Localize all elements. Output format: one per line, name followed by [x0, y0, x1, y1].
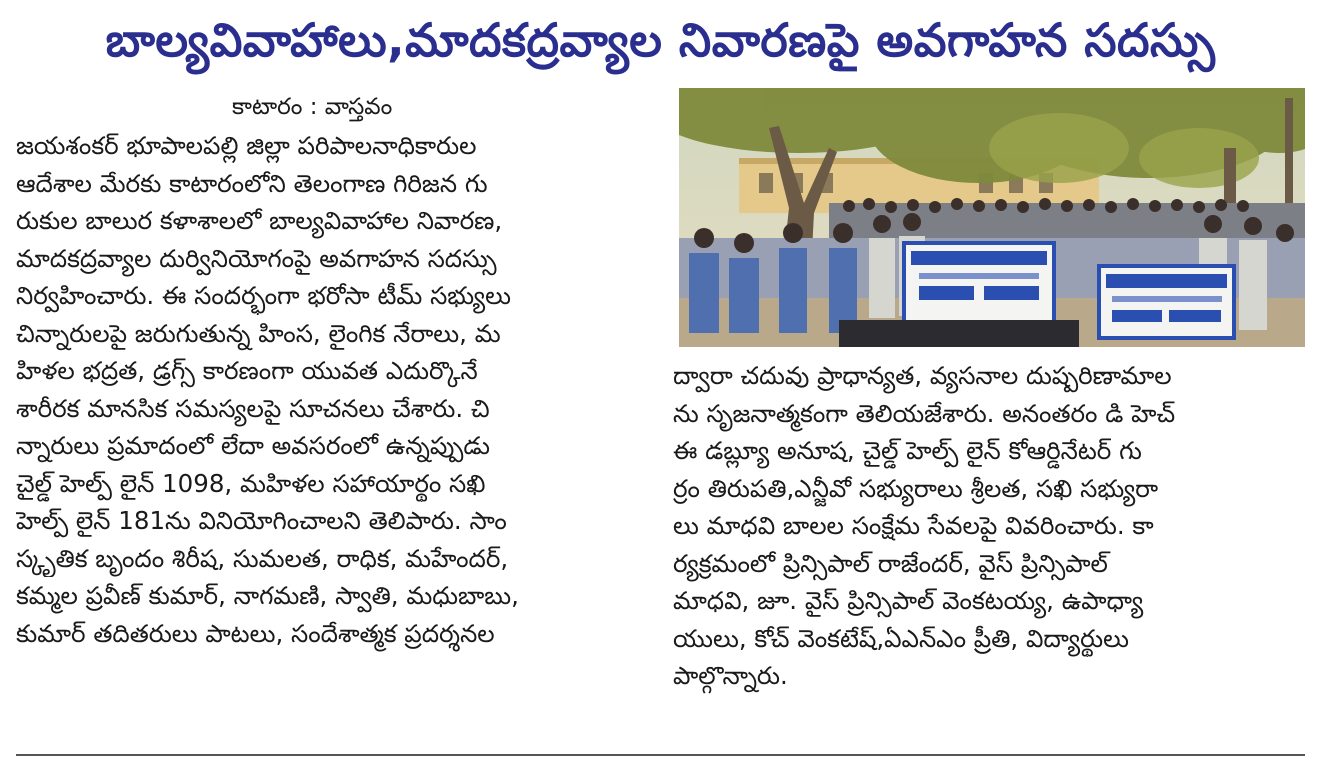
article-line: చైల్డ్ హెల్ప్ లైన్ 1098, మహిళల సహాయార్థం సఖి — [16, 468, 486, 498]
article-line: ను సృజనాత్మకంగా తెలియజేశారు. అనంతరం డి హెచ్ — [673, 398, 1176, 428]
article-line: పాల్గొన్నారు. — [673, 661, 788, 690]
article-line: నిర్వహించారు. ఈ సందర్భంగా భరోసా టీమ్ సభ్యులు — [16, 281, 511, 310]
article-line: స్కృతిక బృందం శిరీష, సుమలత, రాధిక, మహేందర్, — [16, 543, 509, 573]
article-line: ఆదేశాల మేరకు కాటారంలోని తెలంగాణ గిరిజన గు — [16, 168, 488, 198]
article-line: కమ్మల ప్రవీణ్ కుమార్, నాగమణి, స్వాతి, మధుబాబు, — [16, 581, 519, 610]
article-line: మాదకద్రవ్యాల దుర్వినియోగంపై అవగాహన సదస్సు — [16, 243, 497, 273]
article-line: ఈ డబ్ల్యూ అనూష, చైల్డ్ హెల్ప్ లైన్ కోఆర్డినేటర్ గు — [673, 436, 1142, 465]
article-column-left — [16, 127, 656, 652]
article-line: హిళల భద్రత, డ్రగ్స్ కారణంగా యువత ఎదుర్కొనే — [16, 356, 478, 385]
article-line: న్నారులు ప్రమాదంలో లేదా అవసరంలో ఉన్నప్పుడు — [16, 431, 490, 460]
article-line: ర్రం తిరుపతి,ఎన్జీవో సభ్యురాలు శ్రీలత, సఖి సభ్యురా — [673, 473, 1159, 503]
article-line: హెల్ప్ లైన్ 181ను వినియోగించాలని తెలిపారు. సాం — [16, 506, 507, 535]
article-line: లు మాధవి బాలల సంక్షేమ సేవలపై వివరించారు. కా — [673, 511, 1154, 540]
article-column-right — [673, 357, 1305, 695]
article-line: రుకుల బాలుర కళాశాలలో బాల్యవివాహాల నివారణ, — [16, 206, 503, 235]
article-line: చిన్నారులపై జరుగుతున్న హింస, లైంగిక నేరాలు, మ — [16, 318, 501, 348]
article-line: జయశంకర్ భూపాలపల్లి జిల్లా పరిపాలనాధికారుల — [16, 131, 477, 160]
article-line: శారీరక మానసిక సమస్యలపై సూచనలు చేశారు. చి — [16, 393, 490, 423]
bottom-rule — [16, 754, 1305, 756]
article-line: మాధవి, జూ. వైస్ ప్రిన్సిపాల్ వెంకటయ్య, ఉపాధ్యా — [673, 586, 1144, 615]
dateline: కాటారం : వాస్తవం — [232, 94, 393, 120]
article-line: ర్యక్రమంలో ప్రిన్సిపాల్ రాజేందర్, వైస్ ప్రిన్సిపాల్ — [673, 548, 1108, 578]
headline: బాల్యవివాహాలు,మాదకద్రవ్యాల నివారణపై అవగాహన సదస్సు — [105, 13, 1216, 67]
article-line: ద్వారా చదువు ప్రాధాన్యత, వ్యసనాల దుష్పరిణామాల — [673, 361, 1172, 390]
event-photo — [679, 88, 1305, 347]
article-line: కుమార్ తదితరులు పాటలు, సందేశాత్మక ప్రదర్శనల — [16, 618, 495, 648]
article-line: యులు, కోచ్ వెంకటేష్,ఏఎన్ఎం ప్రీతి, విద్యార్థులు — [673, 623, 1129, 653]
